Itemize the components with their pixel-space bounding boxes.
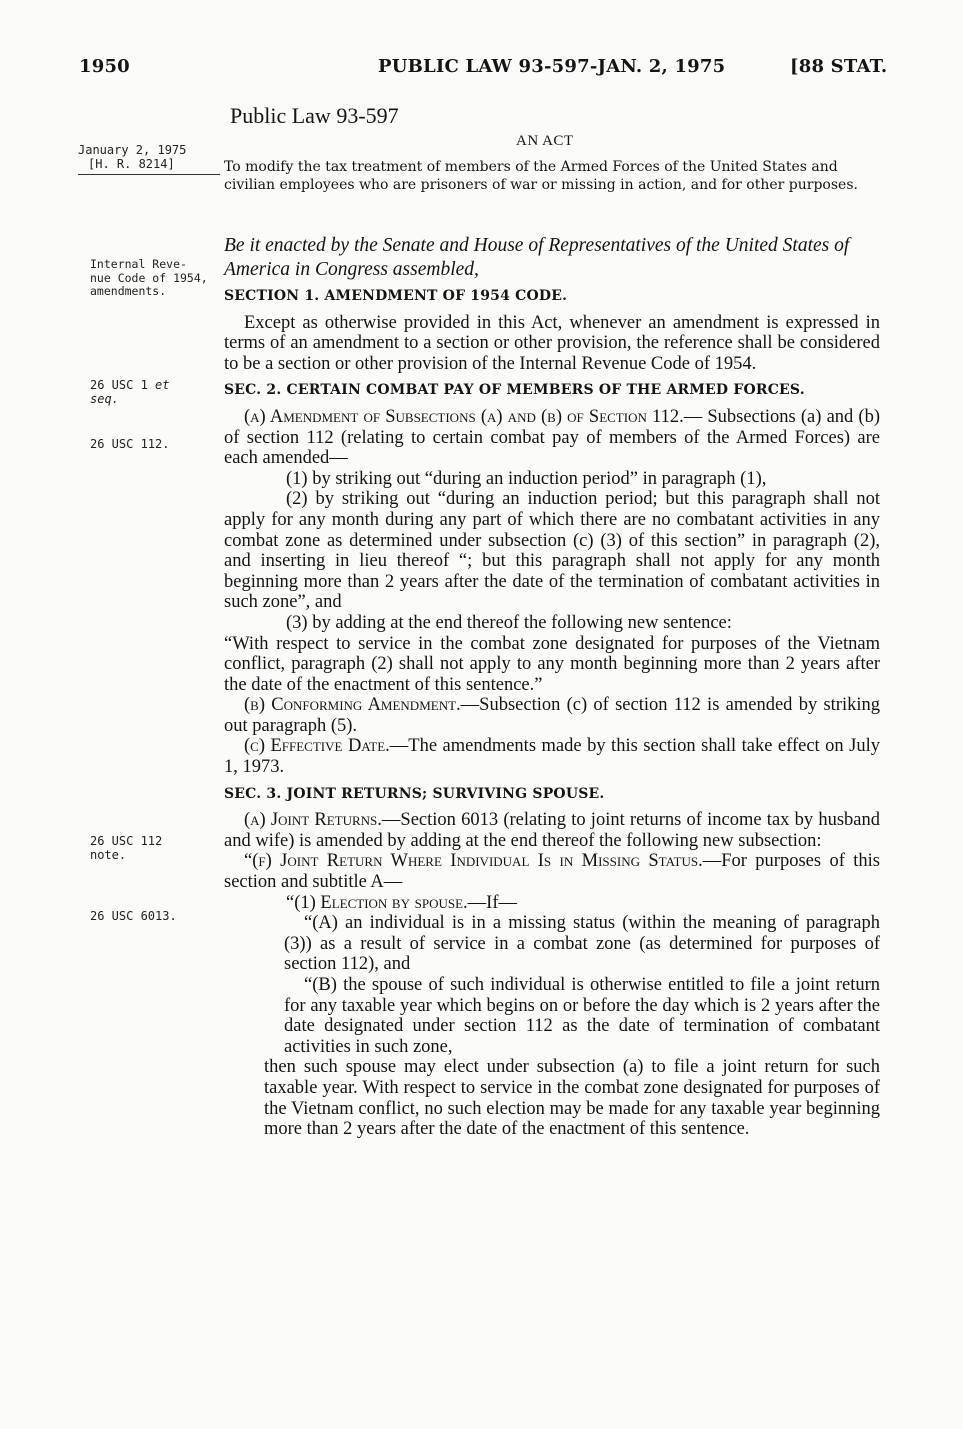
statute-body — [224, 286, 880, 1140]
margin-usc-112-note-line: note. — [90, 847, 127, 862]
margin-usc-112: 26 USC 112. — [90, 437, 170, 451]
section-3-f-text: For purposes of this section and subtitle A— — [224, 851, 880, 893]
margin-usc-1-seq-text: seq. — [90, 391, 119, 406]
section-2-a-text: Subsections (a) and (b) of section 112 (relating to certain combat pay of members of the Armed Forces) are each amended— — [224, 406, 881, 469]
section-2-b-text: Subsection (c) of section 112 is amended by striking out paragraph (5). — [224, 695, 880, 736]
act-title: To modify the tax treatment of members of the Armed Forces of the United States and civilian employees who are prisoners of war or missing in action, and for other purposes. — [224, 159, 858, 193]
section-3-closing: then such spouse may elect under subsection (a) to file a joint return for such taxable year. With respect to service in the combat zone designated for purposes of the Vietnam conflict, no such election may be made for any taxable year beginning more than 2 years after the date of the enactment of this sentence. — [264, 1057, 880, 1140]
statute-volume-prefix: [88 S — [790, 56, 844, 77]
section-3-p1-label: “(1) Election by spouse.— — [286, 892, 487, 913]
page-number: 1950 — [79, 56, 130, 77]
section-3-subsection-a — [224, 810, 880, 851]
margin-usc-112-note-line: 26 USC 112 — [90, 834, 163, 848]
section-2-paragraph-1: (1) by striking out “during an induction period” in paragraph (1), — [286, 468, 767, 489]
section-3-a-text: Section 6013 (relating to joint returns of income tax by husband and wife) is amended by adding at the end thereof the following new subsection: — [224, 810, 880, 851]
section-2-a-label: (a) Amendment of Subsections (a) and (b) of Section 112.— — [244, 406, 703, 427]
margin-usc-1-line — [90, 379, 169, 393]
margin-usc-1-seq — [90, 393, 169, 407]
section-1-text: Except as otherwise provided in this Act, whenever an amendment is expressed in terms of an amendment to a section or other provision, the reference shall be considered to be a section or other provision of the Internal Revenue Code of 1954. — [224, 312, 880, 374]
section-3-new-subsection-f — [224, 851, 880, 892]
section-3-subparagraph-a-text: “(A) an individual is in a missing status (within the meaning of paragraph (3)) as a result of service in a combat zone (as determined for purposes of section 112), and — [284, 913, 880, 975]
section-2-subsection-b — [224, 695, 880, 736]
section-3-p1-text: If— — [486, 892, 517, 913]
enacting-clause: Be it enacted by the Senate and House of Representatives of the United States of America in Congress assembled, — [224, 235, 850, 280]
margin-usc-1-et: et — [155, 378, 170, 392]
section-3-subparagraph-a — [224, 913, 880, 975]
margin-note-irc-line: Internal Reve- — [90, 257, 187, 271]
section-2-b-label: (b) Conforming Amendment.— — [244, 695, 480, 716]
margin-bill: [H. R. 8214] — [88, 157, 175, 171]
section-2-paragraph-3: (3) by adding at the end thereof the following new sentence: — [286, 612, 732, 633]
section-3-paragraph-1 — [224, 893, 880, 914]
statute-volume — [790, 56, 887, 77]
margin-note-irc — [90, 258, 208, 299]
margin-note-irc-line: amendments. — [90, 284, 167, 298]
act-label: AN ACT — [516, 133, 574, 149]
margin-rule — [78, 174, 220, 175]
margin-usc-112-note — [90, 835, 162, 862]
margin-usc-6013: 26 USC 6013. — [90, 909, 177, 923]
margin-date: January 2, 1975 — [78, 143, 187, 157]
section-3-a-label: (a) Joint Returns.— — [244, 810, 401, 831]
section-2-paragraph-2: (2) by striking out “during an induction period; but this paragraph shall not apply for any month during any part of which there are no combatant activities in any combat zone as determined under subsection (c) (3) of this section” in paragraph (2), and inserting in lieu thereof “; but this paragraph shall not apply for any month beginning more than 2 years after the date of the termination of combatant activities in such zone”, and — [224, 489, 880, 613]
law-name: Public Law 93-597 — [230, 103, 399, 128]
section-2-quoted-sentence: “With respect to service in the combat zone designated for purposes of the Vietnam conflict, paragraph (2) shall not apply to any month beginning more than 2 years after the date of the enactment of this sentence.” — [224, 633, 880, 695]
margin-note-irc-line: nue Code of 1954, — [90, 270, 208, 285]
section-2-heading: SEC. 2. CERTAIN COMBAT PAY OF MEMBERS OF THE ARMED FORCES. — [224, 382, 805, 399]
section-3-subparagraph-b-text: “(B) the spouse of such individual is otherwise entitled to file a joint return for any taxable year which begins on or before the day which is 2 years after the date designated under section 112 as the date of termination of combatant activities in such zone, — [284, 975, 880, 1057]
section-3-heading: SEC. 3. JOINT RETURNS; SURVIVING SPOUSE. — [224, 785, 605, 802]
section-2-c-text: The amendments made by this section shall take effect on July 1, 1973. — [224, 736, 880, 778]
margin-usc-1-text: 26 USC 1 — [90, 378, 148, 392]
statute-volume-suffix: TAT. — [843, 56, 888, 77]
section-3-subparagraph-b — [224, 975, 880, 1057]
section-2-subsection-a — [224, 407, 880, 469]
margin-usc-1 — [90, 379, 169, 406]
section-3-f-label: “(f) Joint Return Where Individual Is in Missing Status.— — [244, 851, 722, 872]
running-title: PUBLIC LAW 93-597-JAN. 2, 1975 — [378, 56, 726, 77]
section-2-subsection-c — [224, 736, 880, 777]
section-1-heading: SECTION 1. AMENDMENT OF 1954 CODE. — [224, 288, 568, 304]
section-2-c-label: (c) Effective Date.— — [244, 736, 409, 757]
